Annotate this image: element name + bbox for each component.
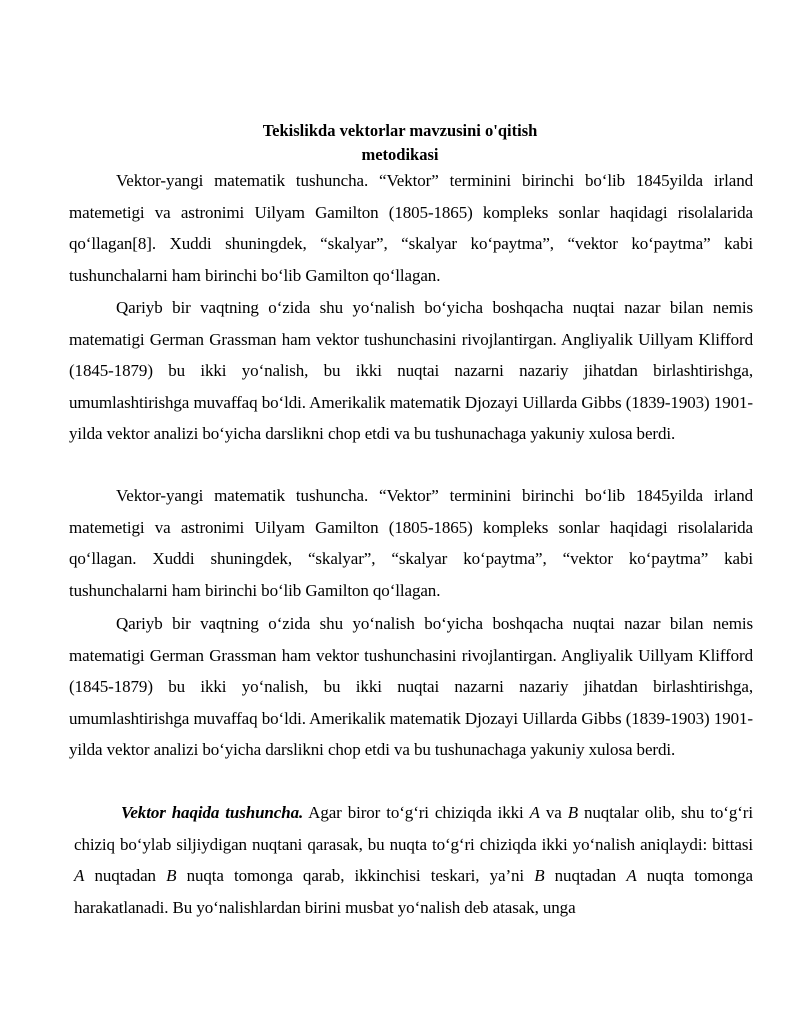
point-label: B (534, 866, 545, 885)
point-label: A (529, 803, 540, 822)
point-label: A (626, 866, 637, 885)
paragraph-3: Vektor-yangi matematik tushuncha. “Vektor” terminini birinchi bo‘lib 1845yilda irland matemetigi va astronimi Uilyam Gamilton (1805-1865) kompleks sonlar haqidagi risolalarida qo‘llagan. Xuddi shuningdek, “skalyar”, “skalyar ko‘paytma”, “vektor ko‘paytma” kabi tushunchalarni ham birinchi bo‘lib Gamilton qo‘llagan. (69, 486, 753, 600)
paragraph-4: Qariyb bir vaqtning o‘zida shu yo‘nalish bo‘yicha boshqacha nuqtai nazar bilan nemis matematigi German Grassman ham vektor tushunchasini rivojlantirgan. Angliyalik Uillyam Klifford (1845-1879) bu ikki yo‘nalish, bu ikki nuqtai nazarni nazariy jihatdan birlashtirishga, umumlashtirishga muvaffaq bo‘ldi. Amerikalik matematik Djozayi Uillarda Gibbs (1839-1903) 1901-yilda vektor analizi bo‘yicha darslikni chop etdi va bu tushunachaga yakuniy xulosa berdi. (69, 614, 753, 759)
paragraph-lead: Vektor haqida tushuncha. (121, 803, 304, 822)
point-label: B (166, 866, 177, 885)
paragraph-2: Qariyb bir vaqtning o‘zida shu yo‘nalish bo‘yicha boshqacha nuqtai nazar bilan nemis matematigi German Grassman ham vektor tushunchasini rivojlantirgan. Angliyalik Uillyam Klifford (1845-1879) bu ikki yo‘nalish, bu ikki nuqtai nazarni nazariy jihatdan birlashtirishga, umumlashtirishga muvaffaq bo‘ldi. Amerikalik matematik Djozayi Uillarda Gibbs (1839-1903) 1901-yilda vektor analizi bo‘yicha darslikni chop etdi va bu tushunachaga yakuniy xulosa berdi. (69, 298, 753, 443)
text-run: nuqtadan (84, 866, 167, 885)
paragraph-1: Vektor-yangi matematik tushuncha. “Vektor” terminini birinchi bo‘lib 1845yilda irland matemetigi va astronimi Uilyam Gamilton (1805-1865) kompleks sonlar haqidagi risolalarida qo‘llagan[8]. Xuddi shuningdek, “skalyar”, “skalyar ko‘paytma”, “vektor ko‘paytma” kabi tushunchalarni ham birinchi bo‘lib Gamilton qo‘llagan. (69, 171, 753, 285)
point-label: A (74, 866, 85, 885)
point-label: B (567, 803, 578, 822)
text-run: nuqtalar olib, shu to‘g‘ri chiziq bo‘ylab siljiydigan nuqtani qarasak, bu nuqta to‘g‘ri chiziqda ikki yo‘nalish aniqlaydi: bittasi (74, 803, 753, 854)
text-run: va (539, 803, 568, 822)
text-run: Agar biror to‘g‘ri chiziqda ikki (303, 803, 530, 822)
text-run: nuqtadan (544, 866, 627, 885)
text-run: nuqta tomonga qarab, ikkinchisi teskari, ya’ni (176, 866, 535, 885)
document-title: Tekislikda vektorlar mavzusini o'qitish (262, 121, 538, 140)
document-title-continued: metodikasi (361, 145, 439, 164)
paragraph-5 (74, 797, 753, 923)
text-run: nuqta tomonga harakatlanadi. Bu yo‘nalishlardan birini musbat yo‘nalish deb atasak, unga (74, 866, 753, 917)
